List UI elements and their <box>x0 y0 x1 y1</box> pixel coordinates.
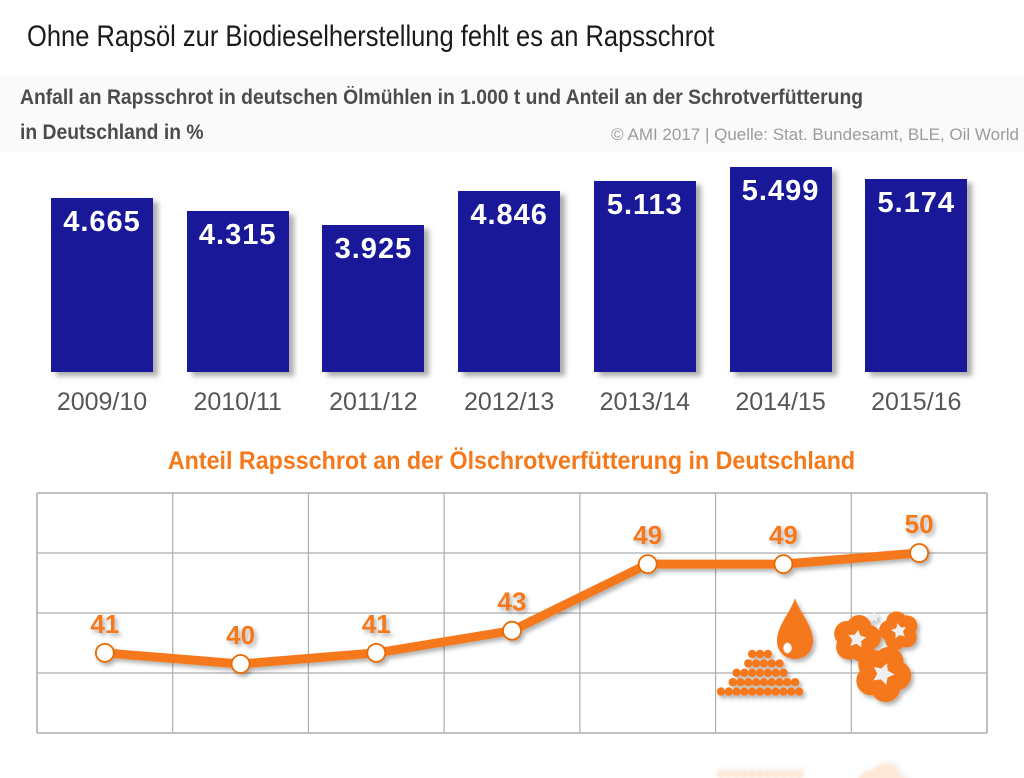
seed-dot <box>756 669 764 677</box>
x-axis-label: 2015/16 <box>871 388 962 416</box>
seed-dot <box>729 678 737 686</box>
seed-dot <box>787 687 795 695</box>
seed-dot <box>732 669 740 677</box>
rapeseed-flowers-icon <box>834 611 917 702</box>
data-point-marker <box>910 544 928 562</box>
seed-dot <box>779 687 787 695</box>
line-chart <box>0 490 1024 778</box>
seed-dot <box>740 669 748 677</box>
seed-dot <box>779 669 787 677</box>
seed-dot <box>760 678 768 686</box>
bar <box>594 181 696 372</box>
bar-value-label: 4.315 <box>198 219 277 251</box>
bar-value-label: 4.665 <box>63 206 141 238</box>
seed-dot <box>744 678 752 686</box>
seed-dot <box>725 687 733 695</box>
data-point-marker <box>639 555 657 573</box>
icons-reflection <box>717 764 918 778</box>
seed-dot <box>764 669 772 677</box>
x-axis-label: 2009/10 <box>56 388 148 416</box>
seed-dot <box>768 678 776 686</box>
bar <box>730 167 832 372</box>
seed-dot <box>748 687 756 695</box>
seed-dot <box>748 650 756 658</box>
seed-dot <box>768 659 776 667</box>
chart-subtitle-line1: Anfall an Rapsschrot in deutschen Ölmühlen in 1.000 t und Anteil an der Schrotverfütterung <box>20 86 864 109</box>
data-point-label: 41 <box>361 608 391 639</box>
seed-dot <box>771 669 779 677</box>
data-point-marker <box>96 644 114 662</box>
x-axis-label: 2012/13 <box>463 388 555 416</box>
seed-dot <box>756 650 764 658</box>
data-point-label: 49 <box>633 520 663 551</box>
line-chart-title: Anteil Rapsschrot an der Ölschrotverfütterung in Deutschland <box>168 447 856 475</box>
seed-dot <box>795 687 803 695</box>
seed-dot <box>771 687 779 695</box>
data-point-marker <box>774 555 792 573</box>
data-point-marker <box>367 644 385 662</box>
bar-value-label: 5.499 <box>741 175 820 207</box>
seed-dot <box>717 687 725 695</box>
seed-dot <box>752 678 760 686</box>
seed-dot <box>783 678 791 686</box>
seed-dot <box>752 659 760 667</box>
decorative-icons <box>717 598 918 702</box>
seed-dot <box>736 678 744 686</box>
x-axis-label: 2014/15 <box>735 388 826 416</box>
seed-dot <box>748 669 756 677</box>
seed-dot <box>775 678 783 686</box>
seed-dot <box>764 650 772 658</box>
data-point-label: 50 <box>904 509 934 539</box>
data-point-label: 40 <box>226 620 256 650</box>
copyright-source-note: © AMI 2017 | Quelle: Stat. Bundesamt, BLE, Oil World <box>611 125 1019 144</box>
bar <box>458 191 560 372</box>
seed-dot <box>775 659 783 667</box>
data-point-marker <box>232 655 250 673</box>
bar-value-label: 4.846 <box>470 199 548 231</box>
seed-dot <box>740 687 748 695</box>
seed-dot <box>791 678 799 686</box>
bar <box>865 179 967 372</box>
bar <box>51 198 153 372</box>
x-axis-label: 2010/11 <box>193 388 282 416</box>
seed-dot <box>764 687 772 695</box>
page-title-text: Ohne Rapsöl zur Biodieselherstellung fehlt es an Rapsschrot <box>27 20 715 53</box>
oil-drop-icon <box>777 598 813 659</box>
data-point-marker <box>503 622 521 640</box>
bar-value-label: 3.925 <box>334 233 413 265</box>
chart-subtitle-line2: in Deutschland in % <box>20 121 204 144</box>
bar <box>187 211 289 372</box>
seed-dot <box>760 659 768 667</box>
seed-dot <box>756 687 764 695</box>
data-point-label: 43 <box>497 586 527 617</box>
page-title <box>27 20 836 54</box>
seed-dot <box>744 659 752 667</box>
seed-dot <box>732 687 740 695</box>
data-point-label: 41 <box>90 608 120 639</box>
bar <box>322 225 424 372</box>
bar-value-label: 5.113 <box>606 189 683 221</box>
x-axis-label: 2013/14 <box>599 388 691 416</box>
x-axis-label: 2011/12 <box>329 388 418 416</box>
data-point-label: 49 <box>768 520 798 551</box>
bar-value-label: 5.174 <box>877 187 956 219</box>
